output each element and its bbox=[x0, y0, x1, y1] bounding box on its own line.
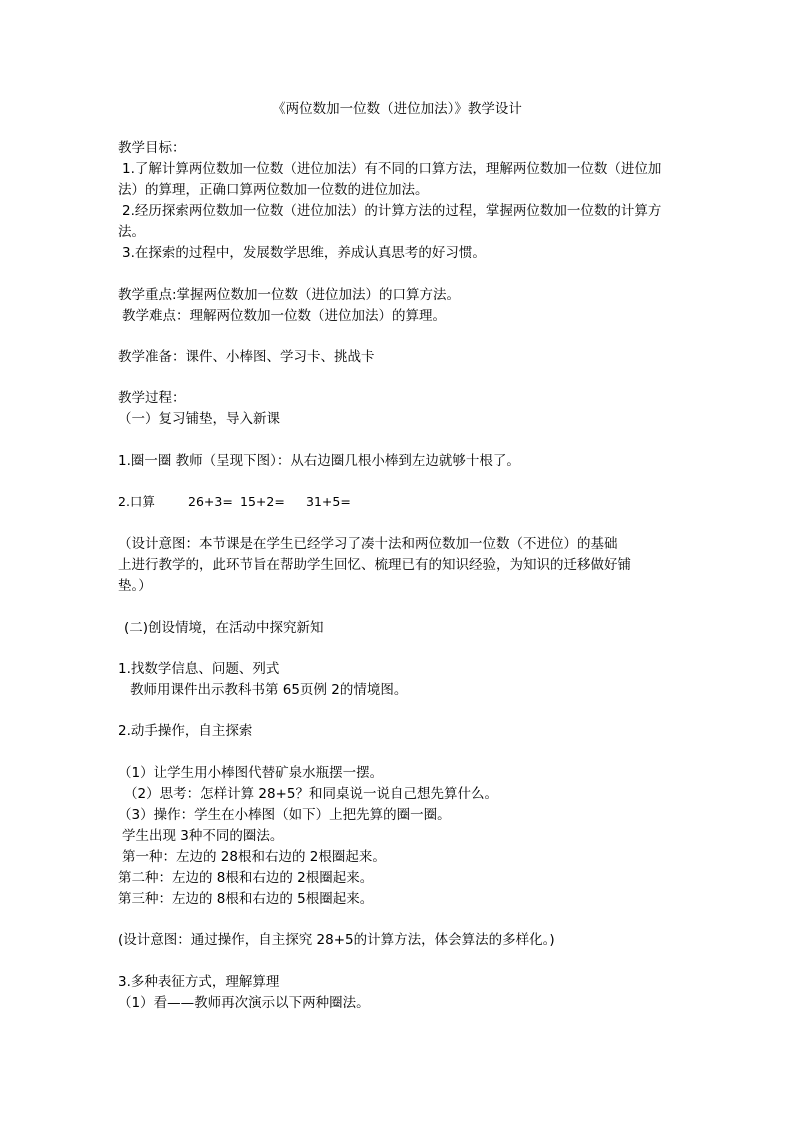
goal-1-line-2: 法）的算理，正确口算两位数加一位数的进位加法。 bbox=[118, 182, 429, 198]
part-2-item-3: 3.多种表征方式，理解算理 bbox=[118, 974, 280, 990]
step-1: （1）让学生用小棒图代替矿泉水瓶摆一摆。 bbox=[118, 765, 384, 781]
part-1-title: （一）复习铺垫，导入新课 bbox=[118, 411, 280, 427]
preparation: 教学准备：课件、小棒图、学习卡、挑战卡 bbox=[118, 349, 375, 365]
goal-3: 3.在探索的过程中，发展数学思维，养成认真思考的好习惯。 bbox=[122, 245, 486, 261]
key-point: 教学重点:掌握两位数加一位数（进位加法）的口算方法。 bbox=[118, 287, 461, 303]
part-2-title: (二)创设情境，在活动中探究新知 bbox=[124, 620, 324, 636]
intent-1-line-2: 上进行教学的，此环节旨在帮助学生回忆、梳理已有的知识经验，为知识的迁移做好铺 bbox=[118, 557, 631, 573]
part-2-item-2: 2.动手操作，自主探索 bbox=[118, 723, 253, 739]
oral-question-2: 15+2= bbox=[240, 494, 285, 509]
method-1: 第一种：左边的 28根和右边的 2根圈起来。 bbox=[122, 849, 386, 865]
goal-2-line-1: 2.经历探索两位数加一位数（进位加法）的计算方法的过程，掌握两位数加一位数的计算方 bbox=[122, 203, 662, 219]
part-2-item-1-desc: 教师用课件出示教科书第 65页例 2的情境图。 bbox=[130, 682, 408, 698]
intent-1-line-3: 垫。） bbox=[118, 578, 152, 594]
goals-heading: 教学目标： bbox=[118, 140, 186, 156]
oral-question-3: 31+5= bbox=[306, 494, 351, 509]
intent-1-line-1: （设计意图：本节课是在学生已经学习了凑十法和两位数加一位数（不进位）的基础 bbox=[118, 536, 618, 552]
result-intro: 学生出现 3种不同的圈法。 bbox=[122, 828, 284, 844]
step-2: （2）思考：怎样计算 28+5？和同桌说一说自己想先算什么。 bbox=[124, 786, 498, 802]
review-item-1: 1.圈一圈 教师（呈现下图）：从右边圈几根小棒到左边就够十根了。 bbox=[118, 453, 520, 469]
intent-2: (设计意图：通过操作，自主探究 28+5的计算方法，体会算法的多样化。) bbox=[118, 932, 555, 948]
look-step: （1）看——教师再次演示以下两种圈法。 bbox=[118, 995, 370, 1011]
oral-calculation-label: 2.口算 bbox=[118, 494, 155, 509]
document-title: 《两位数加一位数（进位加法）》教学设计 bbox=[272, 101, 522, 117]
difficulty: 教学难点：理解两位数加一位数（进位加法）的算理。 bbox=[122, 308, 446, 324]
process-heading: 教学过程： bbox=[118, 390, 186, 406]
goal-2-line-2: 法。 bbox=[118, 224, 145, 240]
oral-question-1: 26+3= bbox=[188, 494, 233, 509]
goal-1-line-1: 1.了解计算两位数加一位数（进位加法）有不同的口算方法，理解两位数加一位数（进位加 bbox=[122, 161, 662, 177]
method-3: 第三种：左边的 8根和右边的 5根圈起来。 bbox=[118, 891, 374, 907]
part-2-item-1: 1.找数学信息、问题、列式 bbox=[118, 661, 280, 677]
step-3: （3）操作：学生在小棒图（如下）上把先算的圈一圈。 bbox=[118, 807, 451, 823]
method-2: 第二种：左边的 8根和右边的 2根圈起来。 bbox=[118, 870, 374, 886]
